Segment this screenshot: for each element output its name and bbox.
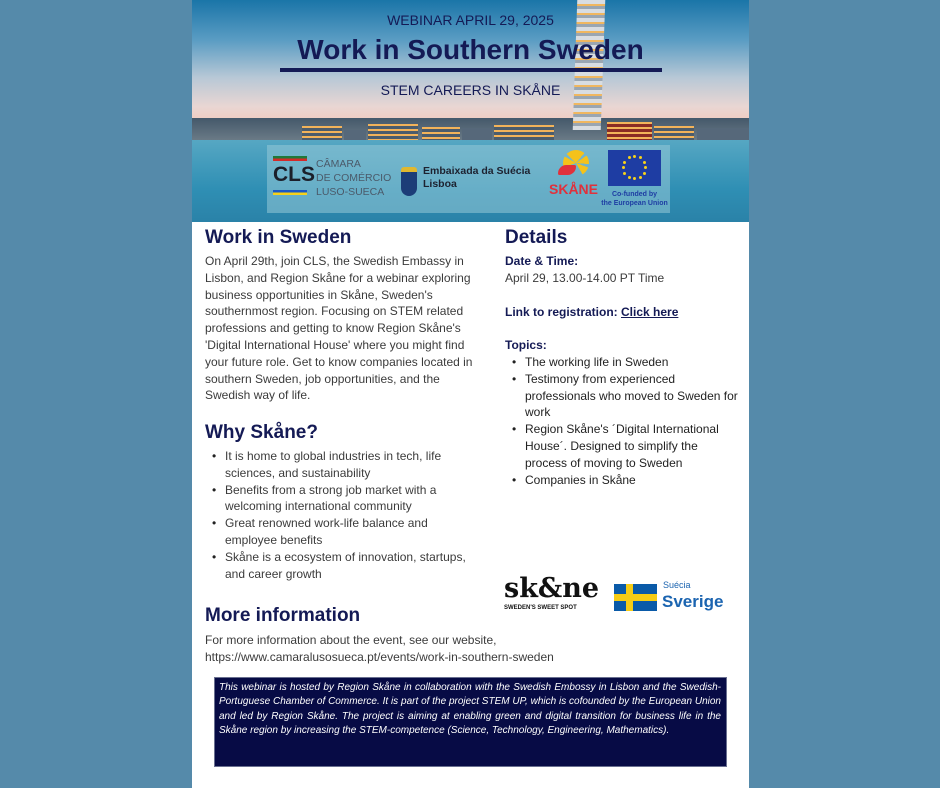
skane-tagline: SWEDEN'S SWEET SPOT — [504, 605, 577, 611]
eu-star — [628, 156, 631, 159]
skane-wordmark: sk&ne — [504, 573, 600, 604]
list-item: • Region Skåne's ´Digital International House´. Designed to simplify the process of moving to Sweden — [505, 421, 741, 471]
cls-name — [316, 157, 391, 199]
building — [462, 128, 492, 140]
more-info-url[interactable]: https://www.camaralusosueca.pt/events/work-in-southern-sweden — [205, 650, 554, 664]
building — [368, 124, 418, 140]
building — [302, 126, 342, 140]
footer-text: This webinar is hosted by Region Skåne in collaboration with the Swedish Embossy in Lisbon and the Swedish-Portuguese Chamber of Commerce. It is part of the project STEM UP, which is cofounded by the European Union and led by Region Skåne. The project is aiming at enabling green and digital transition for business life in the Skåne region by increasing the STEM-competence (Science, Technology, Engineering, Mathematics). — [219, 682, 721, 737]
region-skane-wordmark: SKÅNE — [549, 181, 599, 197]
eu-star — [643, 172, 646, 175]
swedish-crest-icon — [401, 167, 417, 196]
details-heading: Details — [505, 227, 568, 248]
work-in-sweden-heading: Work in Sweden — [205, 227, 352, 248]
more-info-heading: More information — [205, 605, 361, 626]
building — [344, 130, 366, 140]
title-underline — [280, 68, 662, 72]
page-title: Work in Southern Sweden — [297, 34, 644, 65]
sverige-wordmark: Sverige — [662, 592, 724, 611]
eu-star — [622, 166, 625, 169]
eu-star — [623, 161, 626, 164]
cls-logo — [273, 156, 315, 198]
building — [654, 126, 694, 140]
list-item: • It is home to global industries in tech, life sciences, and sustainability — [205, 448, 483, 482]
building — [494, 125, 554, 140]
cls-name-line: LUSO-SUECA — [316, 186, 385, 198]
more-info-text: For more information about the event, see our website, — [205, 633, 497, 647]
sverige-small-label: Suécia — [663, 580, 691, 590]
list-item: • The working life in Sweden — [505, 354, 741, 371]
list-item: • Skåne is a ecosystem of innovation, startups, and career growth — [205, 549, 483, 583]
cls-letters: CLS — [273, 163, 315, 186]
registration-row — [505, 304, 678, 320]
eu-star — [628, 176, 631, 179]
embassy-name-line: Embaixada da Suécia — [423, 165, 531, 177]
building — [422, 127, 460, 140]
list-item: • Testimony from experienced professionals who moved to Sweden for work — [505, 371, 741, 421]
region-skane-logo-icon — [553, 150, 593, 180]
flag-cross-horizontal — [614, 594, 657, 601]
hero-banner — [192, 0, 749, 222]
footer-notice — [214, 677, 727, 767]
city-skyline-image — [192, 118, 749, 140]
webinar-date: WEBINAR APRIL 29, 2025 — [387, 12, 554, 28]
registration-label: Link to registration: — [505, 305, 618, 319]
topics-list — [505, 354, 741, 488]
why-skane-list — [205, 448, 483, 582]
eu-label-line: the European Union — [601, 200, 668, 207]
cls-name-line: DE COMÉRCIO — [316, 172, 392, 184]
cls-flag-stripe-bottom — [273, 190, 307, 195]
eu-star — [643, 161, 646, 164]
list-item: • Companies in Skåne — [505, 472, 741, 489]
why-skane-heading: Why Skåne? — [205, 422, 318, 443]
eu-star — [639, 176, 642, 179]
date-time-value: April 29, 13.00-14.00 PT Time — [505, 271, 665, 285]
skane-sweet-spot-logo — [504, 574, 599, 614]
swedish-flag-icon — [614, 584, 657, 611]
partner-logos — [267, 145, 670, 213]
eu-flag-icon — [608, 150, 661, 186]
embassy-name — [423, 165, 530, 191]
eu-cofunded-label — [597, 190, 672, 208]
building — [607, 122, 652, 140]
eu-star — [623, 172, 626, 175]
list-item: • Benefits from a strong job market with a welcoming international community — [205, 482, 483, 516]
date-time-label: Date & Time: — [505, 254, 579, 268]
cls-name-line: CÂMARA — [316, 158, 361, 170]
building — [697, 128, 749, 140]
subtitle: STEM CAREERS IN SKÅNE — [380, 82, 561, 98]
eu-star — [639, 156, 642, 159]
embassy-city: Lisboa — [423, 178, 457, 190]
list-item: • Great renowned work-life balance and employee benefits — [205, 515, 483, 549]
eu-label-line: Co-funded by — [611, 191, 658, 198]
eu-star — [633, 155, 636, 158]
registration-link[interactable]: Click here — [621, 305, 679, 319]
cls-flag-stripe-top — [273, 156, 307, 161]
eu-star — [644, 166, 647, 169]
eu-star — [633, 177, 636, 180]
topics-label: Topics: — [505, 338, 547, 352]
work-in-sweden-body: On April 29th, join CLS, the Swedish Embassy in Lisbon, and Region Skåne for a webinar exploring business opportunities in Skåne, Sweden's southernmost region. Focusing on STEM related professions and getting to know Region Skåne's 'Digital International House' where you might find your future role. Get to know companies located in southern Sweden, job opportunities, and the Swedish way of life. — [205, 254, 473, 403]
flyer-page — [192, 0, 749, 788]
